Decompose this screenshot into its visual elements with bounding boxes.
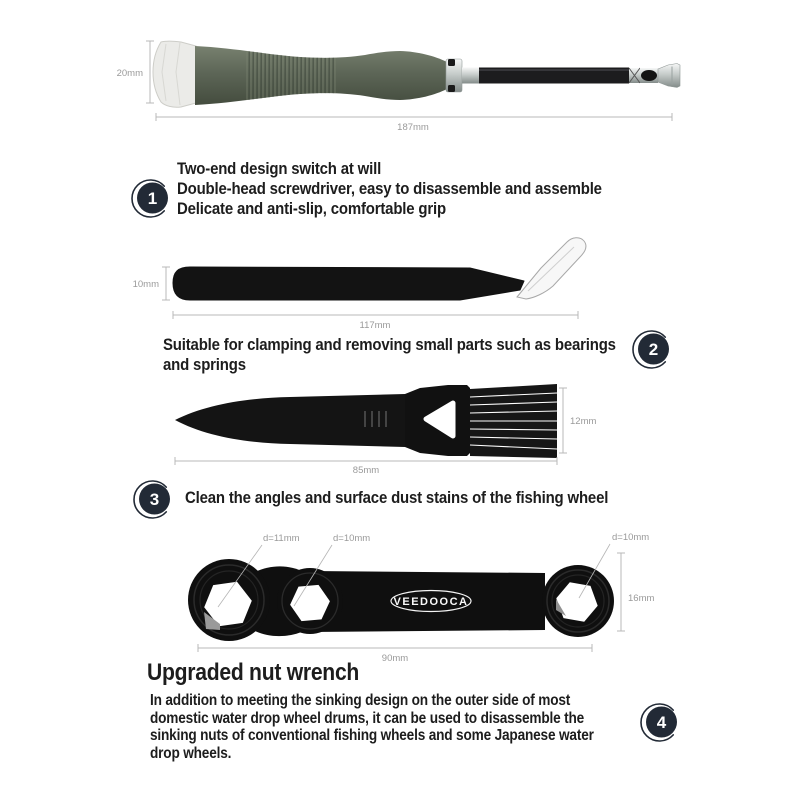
wrench-left-hole-label: d=11mm <box>263 533 300 544</box>
tweezers-height-dimension <box>133 267 170 300</box>
screwdriver-length-dimension <box>156 113 672 133</box>
screwdriver-shaft <box>462 64 680 88</box>
feature-line: Double-head screwdriver, easy to disassemble and assemble <box>177 179 602 198</box>
tweezers-height-label: 10mm <box>132 279 159 290</box>
feature-text-screwdriver <box>177 159 602 219</box>
feature-line: drop wheels. <box>150 744 232 762</box>
feature-line: sinking nuts of conventional fishing wheels and some Japanese water <box>150 727 594 744</box>
brush-bristles <box>470 384 557 458</box>
tweezers-illustration <box>133 238 586 331</box>
brush-length-label: 85mm <box>352 465 380 476</box>
tweezers-body <box>173 267 524 300</box>
feature-line: In addition to meeting the sinking design on the outer side of most <box>150 692 571 709</box>
screwdriver-height-dimension <box>117 41 154 103</box>
feature-text-wrench <box>150 692 594 762</box>
brush-handle <box>175 394 405 447</box>
tweezers-length-dimension <box>173 311 578 331</box>
step-badge-3 <box>133 478 175 520</box>
wrench-height-label: 16mm <box>628 593 655 604</box>
feature-line: Delicate and anti-slip, comfortable grip <box>177 199 446 218</box>
feature-line: Two-end design switch at will <box>177 159 382 178</box>
screwdriver-illustration <box>117 41 680 133</box>
step-badge-4 <box>640 701 682 743</box>
feature-line: Suitable for clamping and removing small parts such as bearings <box>163 335 616 354</box>
step-number-4: 4 <box>656 713 667 732</box>
feature-text-tweezers <box>163 335 616 375</box>
wrench-section-heading: Upgraded nut wrench <box>147 659 360 686</box>
brush-length-dimension <box>175 457 557 476</box>
screwdriver-length-label: 187mm <box>397 122 429 133</box>
screwdriver-cap <box>153 41 196 107</box>
wrench-illustration <box>188 532 654 664</box>
feature-line: Clean the angles and surface dust stains of the fishing wheel <box>185 488 609 507</box>
step-number-1: 1 <box>147 189 158 208</box>
brush-height-dimension <box>559 388 596 453</box>
feature-text-brush <box>185 488 608 508</box>
step-number-3: 3 <box>149 490 160 509</box>
step-badge-2 <box>632 328 674 370</box>
wrench-middle-hole-label: d=10mm <box>333 533 371 544</box>
brush-height-label: 12mm <box>570 416 597 427</box>
feature-line: domestic water drop wheel drums, it can be used to disassemble the <box>150 709 585 727</box>
brand-name: VEEDOOCA <box>393 596 469 608</box>
screwdriver-height-label: 20mm <box>116 68 143 79</box>
wrench-right-hole-label: d=10mm <box>612 532 650 543</box>
flathead-tip <box>658 64 680 88</box>
tweezers-length-label: 117mm <box>359 320 391 331</box>
step-badge-1 <box>131 177 173 219</box>
brush-illustration <box>175 384 596 476</box>
step-number-2: 2 <box>648 340 659 359</box>
feature-line: and springs <box>163 355 246 374</box>
wrench-length-label: 90mm <box>381 653 409 664</box>
wrench-height-dimension <box>617 553 654 631</box>
